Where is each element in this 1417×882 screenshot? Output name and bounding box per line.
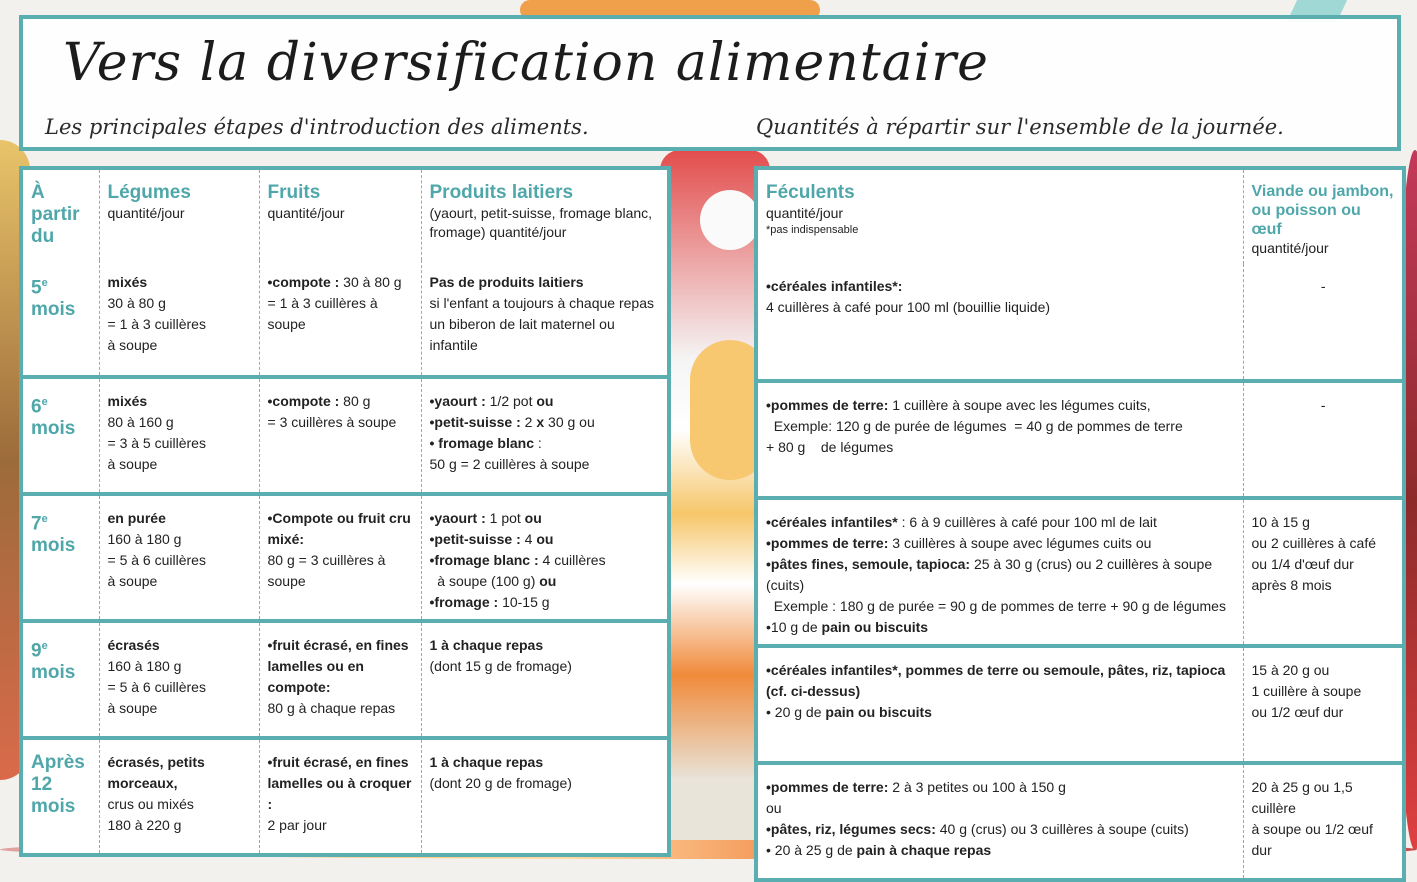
header-viande: Viande ou jambon, ou poisson ou œuf quantité/jour bbox=[1243, 168, 1404, 264]
left-table bbox=[19, 166, 671, 857]
cell-line bbox=[430, 454, 661, 475]
cell-line bbox=[766, 437, 1236, 458]
cell-line bbox=[766, 276, 1236, 297]
bold-text: •fromage blanc : bbox=[429, 552, 539, 568]
feculents-cell bbox=[756, 498, 1243, 646]
age-number: 5 bbox=[31, 277, 42, 299]
age-cell bbox=[21, 260, 99, 377]
text: 10-15 g bbox=[498, 594, 550, 610]
legumes-line: 160 à 180 g bbox=[107, 658, 182, 674]
text: 4 bbox=[520, 531, 537, 547]
legumes-line: = 5 à 6 cuillères bbox=[107, 679, 206, 695]
viande-cell bbox=[1243, 646, 1404, 763]
yogurt-bowl bbox=[700, 190, 760, 250]
table-row bbox=[756, 498, 1404, 646]
bold-text: ou bbox=[536, 393, 554, 409]
age-superscript: e bbox=[41, 513, 48, 525]
text: 2 bbox=[520, 414, 537, 430]
legumes-line: 30 à 80 g bbox=[107, 295, 166, 311]
header-feculents: Féculents quantité/jour *pas indispensable bbox=[756, 168, 1243, 264]
fruits-bold: •compote : bbox=[267, 393, 340, 409]
cell-line bbox=[766, 819, 1236, 840]
text: Exemple : 180 g de purée = 90 g de pommes de terre + 90 g de légumes bbox=[766, 598, 1226, 614]
age-cell bbox=[21, 738, 99, 855]
text: 40 g (crus) ou 3 cuillères à soupe (cuits) bbox=[935, 821, 1189, 837]
page-title: Vers la diversification alimentaire bbox=[63, 33, 989, 93]
age-word: mois bbox=[31, 796, 76, 817]
cell-line bbox=[430, 391, 661, 412]
text: Exemple: 120 g de purée de légumes = 40 g de pommes de terre bbox=[766, 418, 1183, 434]
table-row bbox=[21, 738, 669, 855]
table-row bbox=[21, 494, 669, 621]
legumes-texture: écrasés bbox=[107, 637, 160, 653]
bold-text: •fromage : bbox=[429, 594, 499, 610]
age-number: 6 bbox=[31, 396, 42, 418]
bold-text: ou bbox=[536, 531, 554, 547]
fruits-cell bbox=[259, 621, 421, 738]
text: 50 g = 2 cuillères à soupe bbox=[429, 456, 590, 472]
viande-line: après 8 mois bbox=[1251, 577, 1332, 593]
bold-text: •petit-suisse : bbox=[429, 531, 521, 547]
age-number: 9 bbox=[31, 640, 42, 662]
legumes-line: à soupe bbox=[107, 700, 158, 716]
feculents-cell bbox=[756, 381, 1243, 498]
age-superscript: e bbox=[41, 396, 48, 408]
text: 1 pot bbox=[485, 510, 525, 526]
fruits-bold: •fruit écrasé, en fines lamelles ou en compote: bbox=[267, 637, 409, 695]
fruits-extra: 2 par jour bbox=[267, 817, 327, 833]
laitiers-cell bbox=[421, 377, 669, 494]
age-word: mois bbox=[31, 418, 76, 440]
age-label bbox=[31, 635, 92, 684]
age-label bbox=[31, 391, 92, 440]
legumes-texture: mixés bbox=[107, 393, 148, 409]
text: à soupe (100 g) bbox=[429, 573, 540, 589]
viande-line: 15 à 20 g ou bbox=[1251, 662, 1330, 678]
viande-cell bbox=[1243, 264, 1404, 381]
bold-text: •céréales infantiles* bbox=[766, 514, 898, 530]
fruits-cell bbox=[259, 377, 421, 494]
bold-text: •pommes de terre: bbox=[766, 779, 889, 795]
laitiers-text: si l'enfant a toujours à chaque repas un biberon de lait maternel ou infantile bbox=[429, 295, 654, 353]
legumes-cell bbox=[99, 494, 259, 621]
viande-line: à soupe ou 1/2 œuf dur bbox=[1251, 821, 1373, 858]
legumes-line: = 1 à 3 cuillères bbox=[107, 316, 206, 332]
text: : bbox=[533, 435, 542, 451]
age-word: mois bbox=[31, 662, 76, 684]
fruits-cell bbox=[259, 738, 421, 855]
cell-line bbox=[430, 592, 661, 613]
bold-text: pain ou biscuits bbox=[825, 704, 932, 720]
legumes-line: crus ou mixés bbox=[107, 796, 194, 812]
text: + 80 g de légumes bbox=[766, 439, 894, 455]
legumes-line: à soupe bbox=[107, 337, 158, 353]
feculents-cell bbox=[756, 264, 1243, 381]
age-cell bbox=[21, 494, 99, 621]
cell-line bbox=[430, 529, 661, 550]
cell-line bbox=[766, 798, 1236, 819]
legumes-line: = 5 à 6 cuillères bbox=[107, 552, 206, 568]
legumes-cell bbox=[99, 377, 259, 494]
legumes-cell bbox=[99, 621, 259, 738]
bold-text: ou bbox=[539, 573, 557, 589]
age-label bbox=[31, 272, 92, 321]
fruits-text: 30 à 80 g bbox=[339, 274, 402, 290]
feculents-cell bbox=[756, 763, 1243, 880]
viande-line: ou 1/4 d'œuf dur bbox=[1251, 556, 1354, 572]
laitiers-bold: Pas de produits laitiers bbox=[429, 274, 584, 290]
legumes-line: 80 à 160 g bbox=[107, 414, 174, 430]
bold-text: •yaourt : bbox=[429, 510, 486, 526]
fruits-extra: 80 g = 3 cuillères à soupe bbox=[267, 552, 386, 589]
cell-line bbox=[430, 550, 661, 571]
text: 4 cuillères à café pour 100 ml (bouillie liquide) bbox=[766, 299, 1051, 315]
bold-text: ou bbox=[524, 510, 542, 526]
viande-line: - bbox=[1320, 278, 1326, 294]
viande-line: - bbox=[1320, 397, 1326, 413]
laitiers-cell bbox=[421, 621, 669, 738]
header-legumes: Légumes quantité/jour bbox=[99, 168, 259, 260]
fruits-main bbox=[268, 635, 414, 698]
age-word: mois bbox=[31, 299, 76, 321]
fruits-cell bbox=[259, 494, 421, 621]
viande-line: ou 2 cuillères à café bbox=[1251, 535, 1377, 551]
bold-text: •céréales infantiles*, pommes de terre ou semoule, pâtes, riz, tapioca (cf. ci-dessus) bbox=[766, 662, 1230, 699]
age-cell bbox=[21, 621, 99, 738]
cell-line bbox=[766, 416, 1236, 437]
bold-text: •pâtes fines, semoule, tapioca: bbox=[766, 556, 971, 572]
bold-text: •céréales infantiles*: bbox=[766, 278, 903, 294]
viande-line: 1 cuillère à soupe bbox=[1251, 683, 1362, 699]
legumes-texture: mixés bbox=[107, 274, 148, 290]
text: 25 à 30 g (crus) ou 2 cuillères à soupe (cuits) bbox=[766, 556, 1216, 593]
table-row bbox=[756, 264, 1404, 381]
bold-text: •pâtes, riz, légumes secs: bbox=[766, 821, 936, 837]
legumes-line: à soupe bbox=[107, 573, 158, 589]
laitiers-bold: 1 à chaque repas bbox=[429, 637, 544, 653]
header-fruits: Fruits quantité/jour bbox=[259, 168, 421, 260]
cell-line bbox=[766, 533, 1236, 554]
laitiers-text: (dont 15 g de fromage) bbox=[429, 658, 572, 674]
cell-line bbox=[766, 660, 1236, 702]
age-word: mois bbox=[31, 535, 76, 557]
laitiers-bold: 1 à chaque repas bbox=[429, 754, 544, 770]
right-table bbox=[754, 166, 1406, 882]
bold-text: •pommes de terre: bbox=[766, 535, 889, 551]
cell-line bbox=[430, 508, 661, 529]
viande-cell bbox=[1243, 763, 1404, 880]
text: 4 cuillères bbox=[538, 552, 606, 568]
viande-line: 10 à 15 g bbox=[1251, 514, 1310, 530]
legumes-line: à soupe bbox=[107, 456, 158, 472]
cell-line bbox=[766, 617, 1236, 638]
bold-text: • fromage blanc bbox=[429, 435, 534, 451]
viande-line: 20 à 25 g ou 1,5 cuillère bbox=[1251, 779, 1353, 816]
age-superscript: e bbox=[41, 640, 48, 652]
fruits-extra: 80 g à chaque repas bbox=[267, 700, 396, 716]
table-row bbox=[21, 260, 669, 377]
left-header-row bbox=[21, 168, 669, 260]
legumes-texture: écrasés, petits morceaux, bbox=[107, 754, 205, 791]
age-number: Après 12 bbox=[31, 752, 85, 795]
laitiers-cell bbox=[421, 494, 669, 621]
header-age: À partir du bbox=[21, 168, 99, 260]
fruits-extra: = 1 à 3 cuillères à soupe bbox=[267, 295, 378, 332]
fruits-main bbox=[268, 272, 414, 293]
cell-line bbox=[766, 777, 1236, 798]
header-banner bbox=[19, 15, 1401, 151]
fruits-main bbox=[268, 508, 414, 550]
legumes-texture: en purée bbox=[107, 510, 166, 526]
bold-text: pain ou biscuits bbox=[821, 619, 929, 635]
legumes-cell bbox=[99, 260, 259, 377]
legumes-line: = 3 à 5 cuillères bbox=[107, 435, 206, 451]
cell-line bbox=[766, 554, 1236, 596]
age-label bbox=[31, 752, 92, 818]
subtitle-right: Quantités à répartir sur l'ensemble de la journée. bbox=[756, 115, 1284, 139]
feculents-cell bbox=[756, 646, 1243, 763]
table-row bbox=[21, 377, 669, 494]
legumes-cell bbox=[99, 738, 259, 855]
cell-line bbox=[766, 395, 1236, 416]
laitiers-cell bbox=[421, 260, 669, 377]
fruits-main bbox=[268, 752, 414, 815]
table-row bbox=[21, 621, 669, 738]
text: 30 g ou bbox=[544, 414, 595, 430]
fruits-bold: •Compote ou fruit cru mixé: bbox=[267, 510, 411, 547]
bold-text: x bbox=[536, 414, 545, 430]
cell-line bbox=[766, 297, 1236, 318]
table-row bbox=[756, 646, 1404, 763]
viande-cell bbox=[1243, 381, 1404, 498]
text: 1 cuillère à soupe avec les légumes cuits, bbox=[888, 397, 1151, 413]
age-cell bbox=[21, 377, 99, 494]
laitiers-text: (dont 20 g de fromage) bbox=[429, 775, 572, 791]
cell-line bbox=[430, 433, 661, 454]
bold-text: •pommes de terre: bbox=[766, 397, 889, 413]
laitiers-cell bbox=[421, 738, 669, 855]
right-header-row bbox=[756, 168, 1404, 264]
text: • 20 g de bbox=[766, 704, 826, 720]
bold-text: pain à chaque repas bbox=[856, 842, 992, 858]
bold-text: •yaourt : bbox=[429, 393, 486, 409]
text: 2 à 3 petites ou 100 à 150 g bbox=[888, 779, 1066, 795]
text: ou bbox=[766, 800, 782, 816]
cell-line bbox=[766, 840, 1236, 861]
fruits-cell bbox=[259, 260, 421, 377]
table-row bbox=[756, 763, 1404, 880]
subtitle-left: Les principales étapes d'introduction des aliments. bbox=[45, 115, 589, 139]
cell-line bbox=[766, 702, 1236, 723]
viande-line: ou 1/2 œuf dur bbox=[1251, 704, 1344, 720]
age-number: 7 bbox=[31, 513, 42, 535]
age-label bbox=[31, 508, 92, 557]
fruits-text: 80 g bbox=[339, 393, 371, 409]
bold-text: •petit-suisse : bbox=[429, 414, 521, 430]
cell-line bbox=[430, 412, 661, 433]
text: 3 cuillères à soupe avec légumes cuits ou bbox=[888, 535, 1152, 551]
text: : 6 à 9 cuillères à café pour 100 ml de lait bbox=[897, 514, 1157, 530]
text: 1/2 pot bbox=[485, 393, 537, 409]
fruits-bold: •compote : bbox=[267, 274, 340, 290]
fruits-main bbox=[268, 391, 414, 412]
table-row bbox=[756, 381, 1404, 498]
legumes-line: 180 à 220 g bbox=[107, 817, 182, 833]
text: •10 g de bbox=[766, 619, 822, 635]
legumes-line: 160 à 180 g bbox=[107, 531, 182, 547]
age-superscript: e bbox=[41, 277, 48, 289]
cell-line bbox=[430, 571, 661, 592]
header-produits-laitiers: Produits laitiers (yaourt, petit-suisse, fromage blanc, fromage) quantité/jour bbox=[421, 168, 669, 260]
fruits-extra: = 3 cuillères à soupe bbox=[267, 414, 397, 430]
fruits-bold: •fruit écrasé, en fines lamelles ou à croquer : bbox=[267, 754, 412, 812]
viande-cell bbox=[1243, 498, 1404, 646]
text: • 20 à 25 g de bbox=[766, 842, 857, 858]
cell-line bbox=[766, 512, 1236, 533]
cell-line bbox=[766, 596, 1236, 617]
